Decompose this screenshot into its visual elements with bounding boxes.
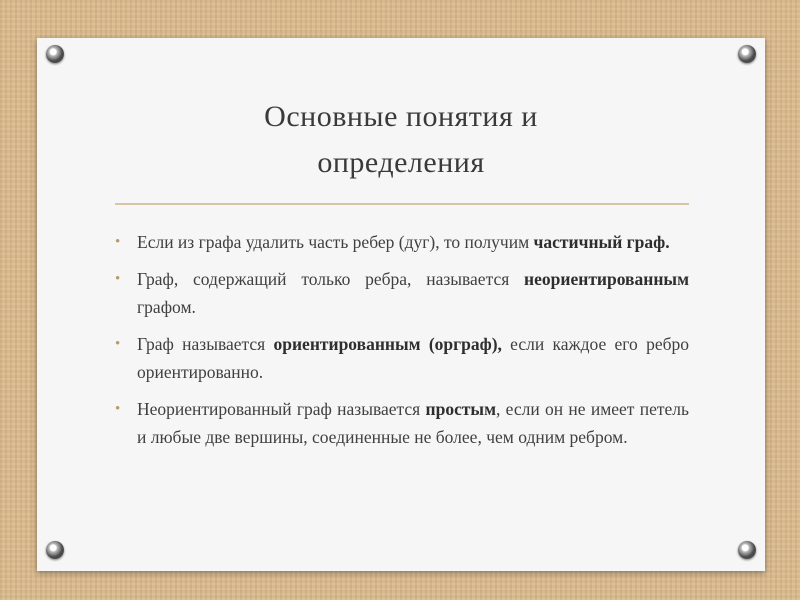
pushpin-icon (738, 45, 756, 63)
bullet-icon: • (115, 401, 121, 417)
bullet-item (115, 265, 689, 321)
bullet-text-bold: частичный граф. (533, 232, 670, 252)
bullet-icon: • (115, 234, 121, 250)
pushpin-icon (46, 45, 64, 63)
bullet-text-bold: простым (425, 399, 497, 419)
slide-title (97, 94, 705, 186)
title-divider (115, 203, 689, 205)
bullet-list (115, 228, 689, 460)
bullet-text: если каждое его ребро ориентированно. (137, 334, 689, 382)
bullet-text: , если он не имеет петель и любые две вершины, соединенные не более, чем одним ребром. (137, 399, 689, 447)
bullet-text: Граф, содержащий только ребра, называется (137, 269, 525, 289)
pushpin-icon (46, 541, 64, 559)
bullet-item (115, 395, 689, 451)
bullet-text: графом. (137, 297, 196, 317)
bullet-icon: • (115, 271, 121, 287)
bullet-item (115, 330, 689, 386)
bullet-icon: • (115, 336, 121, 352)
bullet-text-bold: неориентированным (524, 269, 689, 289)
bullet-text: Граф называется (137, 334, 274, 354)
slide-title-line-2: определения (317, 146, 485, 179)
bullet-text: Неориентированный граф называется (137, 399, 426, 419)
bullet-text: Если из графа удалить часть ребер (дуг), то получим (137, 232, 534, 252)
pushpin-icon (738, 541, 756, 559)
bullet-text-bold: ориентированным (орграф), (273, 334, 502, 354)
slide-card (37, 38, 765, 571)
bullet-item (115, 228, 689, 256)
slide-title-line-1: Основные понятия и (264, 100, 538, 133)
